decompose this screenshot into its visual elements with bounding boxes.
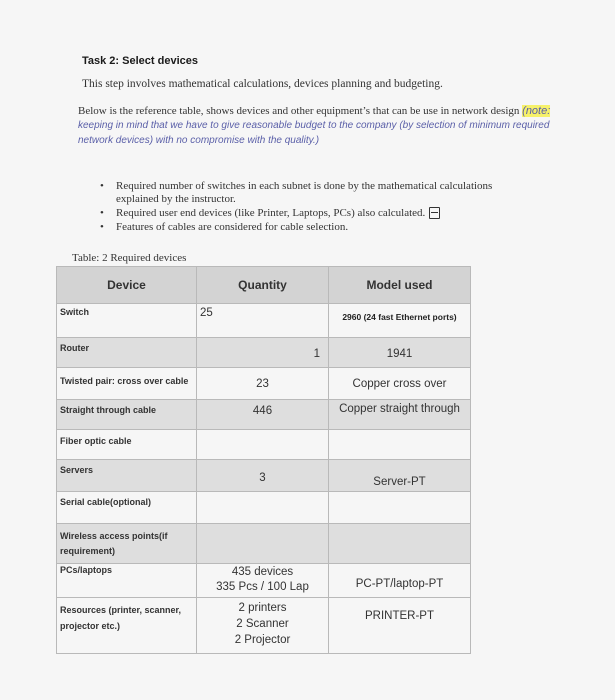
table-caption: Table: 2 Required devices [72, 252, 187, 264]
table-row: Servers 3 Server-PT [57, 460, 471, 492]
table-row: Twisted pair: cross over cable 23 Copper cross over [57, 368, 471, 400]
note-text: keeping in mind that we have to give reasonable budget to the company (by selection of minimum required network devices) with no compromise with the quality.) [78, 120, 550, 146]
table-row: PCs/laptops 435 devices 335 Pcs / 100 Lap PC-PT/laptop-PT [57, 564, 471, 598]
document-icon[interactable] [429, 207, 440, 219]
table-row: Straight through cable 446 Copper straight through [57, 400, 471, 430]
bullet-list [96, 180, 536, 235]
bullet-item: • Features of cables are considered for cable selection. [96, 221, 536, 234]
header-model: Model used [329, 267, 471, 304]
table-row: Router 1 1941 [57, 338, 471, 368]
task-title: Task 2: Select devices [82, 55, 198, 67]
bullet-item: • Required user end devices (like Printer, Laptops, PCs) also calculated. [96, 207, 536, 220]
intro-text: This step involves mathematical calculations, devices planning and budgeting. [82, 78, 443, 90]
table-row: Fiber optic cable [57, 430, 471, 460]
devices-table [56, 266, 471, 654]
description-paragraph [78, 104, 558, 148]
header-quantity: Quantity [197, 267, 329, 304]
paragraph-text: Below is the reference table, shows devices and other equipment’s that can be use in network design [78, 105, 520, 117]
table-row: Wireless access points(if requirement) [57, 524, 471, 564]
table-row: Switch 25 2960 (24 fast Ethernet ports) [57, 304, 471, 338]
table-row: Resources (printer, scanner, projector etc.) 2 printers 2 Scanner 2 Projector PRINTER-PT [57, 598, 471, 654]
table-row: Serial cable(optional) [57, 492, 471, 524]
bullet-item: • Required number of switches in each subnet is done by the mathematical calculations explained by the instructor. [96, 180, 536, 206]
header-device: Device [57, 267, 197, 304]
note-label: (note: [522, 105, 551, 117]
